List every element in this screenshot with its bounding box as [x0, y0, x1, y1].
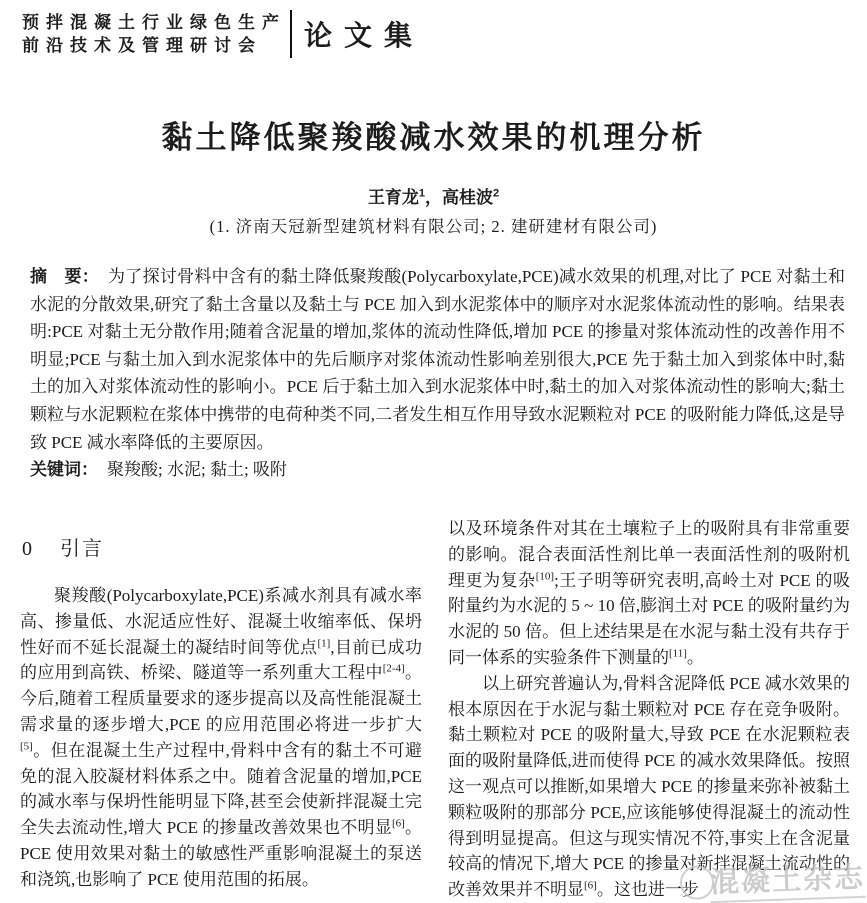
section-number: 0	[22, 538, 34, 560]
body-columns	[20, 516, 850, 903]
abstract-text: 为了探讨骨料中含有的黏土降低聚羧酸(Polycarboxylate,PCE)减水效果的机理,对比了 PCE 对黏土和水泥的分散效果,研究了黏土含量以及黏土与 PCE 加入到水泥浆体中的顺序对水泥浆体流动性的影响。结果表明:PCE 对黏土无分散作用;随着含泥量的增加,浆体的流动性降低,增加 PCE 的掺量对浆体流动性的改善作用不明显;PCE 与黏土加入到水泥浆体中的先后顺序对浆体流动性影响差别很大,PCE 先于黏土加入到浆体中时,黏土的加入对浆体流动性的影响小。PCE 后于黏土加入到水泥浆体中时,黏土的加入对浆体流动性的影响大;黏土颗粒与水泥颗粒在浆体中携带的电荷种类不同,二者发生相互作用导致水泥颗粒对 PCE 的吸附能力降低,这是导致 PCE 减水率降低的主要原因。	[30, 267, 845, 452]
keywords-label: 关键词：	[30, 460, 98, 480]
affiliation-line: (1. 济南天冠新型建筑材料有限公司; 2. 建研建材有限公司)	[209, 217, 658, 236]
abstract-paragraph	[30, 263, 845, 456]
section-title: 引言	[60, 538, 104, 560]
body-paragraph: 聚羧酸(Polycarboxylate,PCE)系减水剂具有减水率高、掺量低、水泥适应性好、混凝土收缩率低、保坍性好而不延长混凝土的凝结时间等优点[1],目前已成功的应用到高铁、桥梁、隧道等一系列重大工程中[2-4]。今后,随着工程质量要求的逐步提高以及高性能混凝土需求量的逐步增大,PCE 的应用范围必将进一步扩大[5]。但在混凝土生产过程中,骨料中含有的黏土不可避免的混入胶凝材料体系之中。随着含泥量的增加,PCE 的减水率与保坍性能明显下降,甚至会使新拌混凝土完全失去流动性,增大 PCE 的掺量改善效果也不明显[6]。PCE 使用效果对黏土的敏感性严重影响混凝土的泵送和浇筑,也影响了 PCE 使用范围的拓展。	[20, 586, 423, 889]
conference-header	[22, 10, 424, 58]
conference-name-line2: 前沿技术及管理研讨会	[22, 36, 262, 55]
left-column	[20, 516, 422, 903]
paper-title: 黏土降低聚羧酸减水效果的机理分析	[161, 120, 706, 155]
author-1-superscript: 1	[418, 187, 425, 200]
conference-name	[22, 11, 286, 57]
authors-separator: ，	[425, 188, 442, 207]
conference-name-line1: 预拌混凝土行业绿色生产	[22, 13, 286, 32]
body-paragraph: 以及环境条件对其在土壤粒子上的吸附具有非常重要的影响。混合表面活性剂比单一表面活性剂的吸附机理更为复杂[10];王子明等研究表明,高岭土对 PCE 的吸附量约为水泥的 5 ~ 10 倍,膨润土对 PCE 的吸附量约为水泥的 50 倍。但上述结果是在水泥与黏土没有共存于同一体系的实验条件下测量的[11]。	[448, 519, 850, 667]
body-paragraph: 以上研究普遍认为,骨料含泥降低 PCE 减水效果的根本原因在于水泥与黏土颗粒对 PCE 存在竞争吸附。黏土颗粒对 PCE 的吸附量大,导致 PCE 在水泥颗粒表面的吸附量降低,进而使得 PCE 的减水效果降低。按照这一观点可以推断,如果增大 PCE 的掺量来弥补被黏土颗粒吸附的那部分 PCE,应该能够使得混凝土的流动性得到明显提高。但这与现实情况不符,事实上在含泥量较高的情况下,增大 PCE 的掺量对新拌混凝土流动性的改善效果并不明显[6]。这也进一步	[448, 673, 850, 900]
proceedings-label: 论文集	[304, 20, 425, 51]
right-column	[448, 516, 850, 903]
watermark-text: 混凝土杂志	[709, 855, 865, 903]
section-heading-introduction	[22, 532, 422, 561]
author-2-superscript: 2	[493, 187, 500, 200]
header-divider	[290, 10, 292, 58]
author-1-name: 王育龙	[367, 188, 419, 207]
author-2-name: 高桂波	[442, 188, 493, 207]
authors-line	[0, 183, 867, 208]
keywords-line	[30, 456, 845, 484]
keywords-text: 聚羧酸; 水泥; 黏土; 吸附	[107, 460, 287, 480]
abstract-block	[30, 263, 845, 484]
abstract-label: 摘 要：	[30, 267, 100, 286]
